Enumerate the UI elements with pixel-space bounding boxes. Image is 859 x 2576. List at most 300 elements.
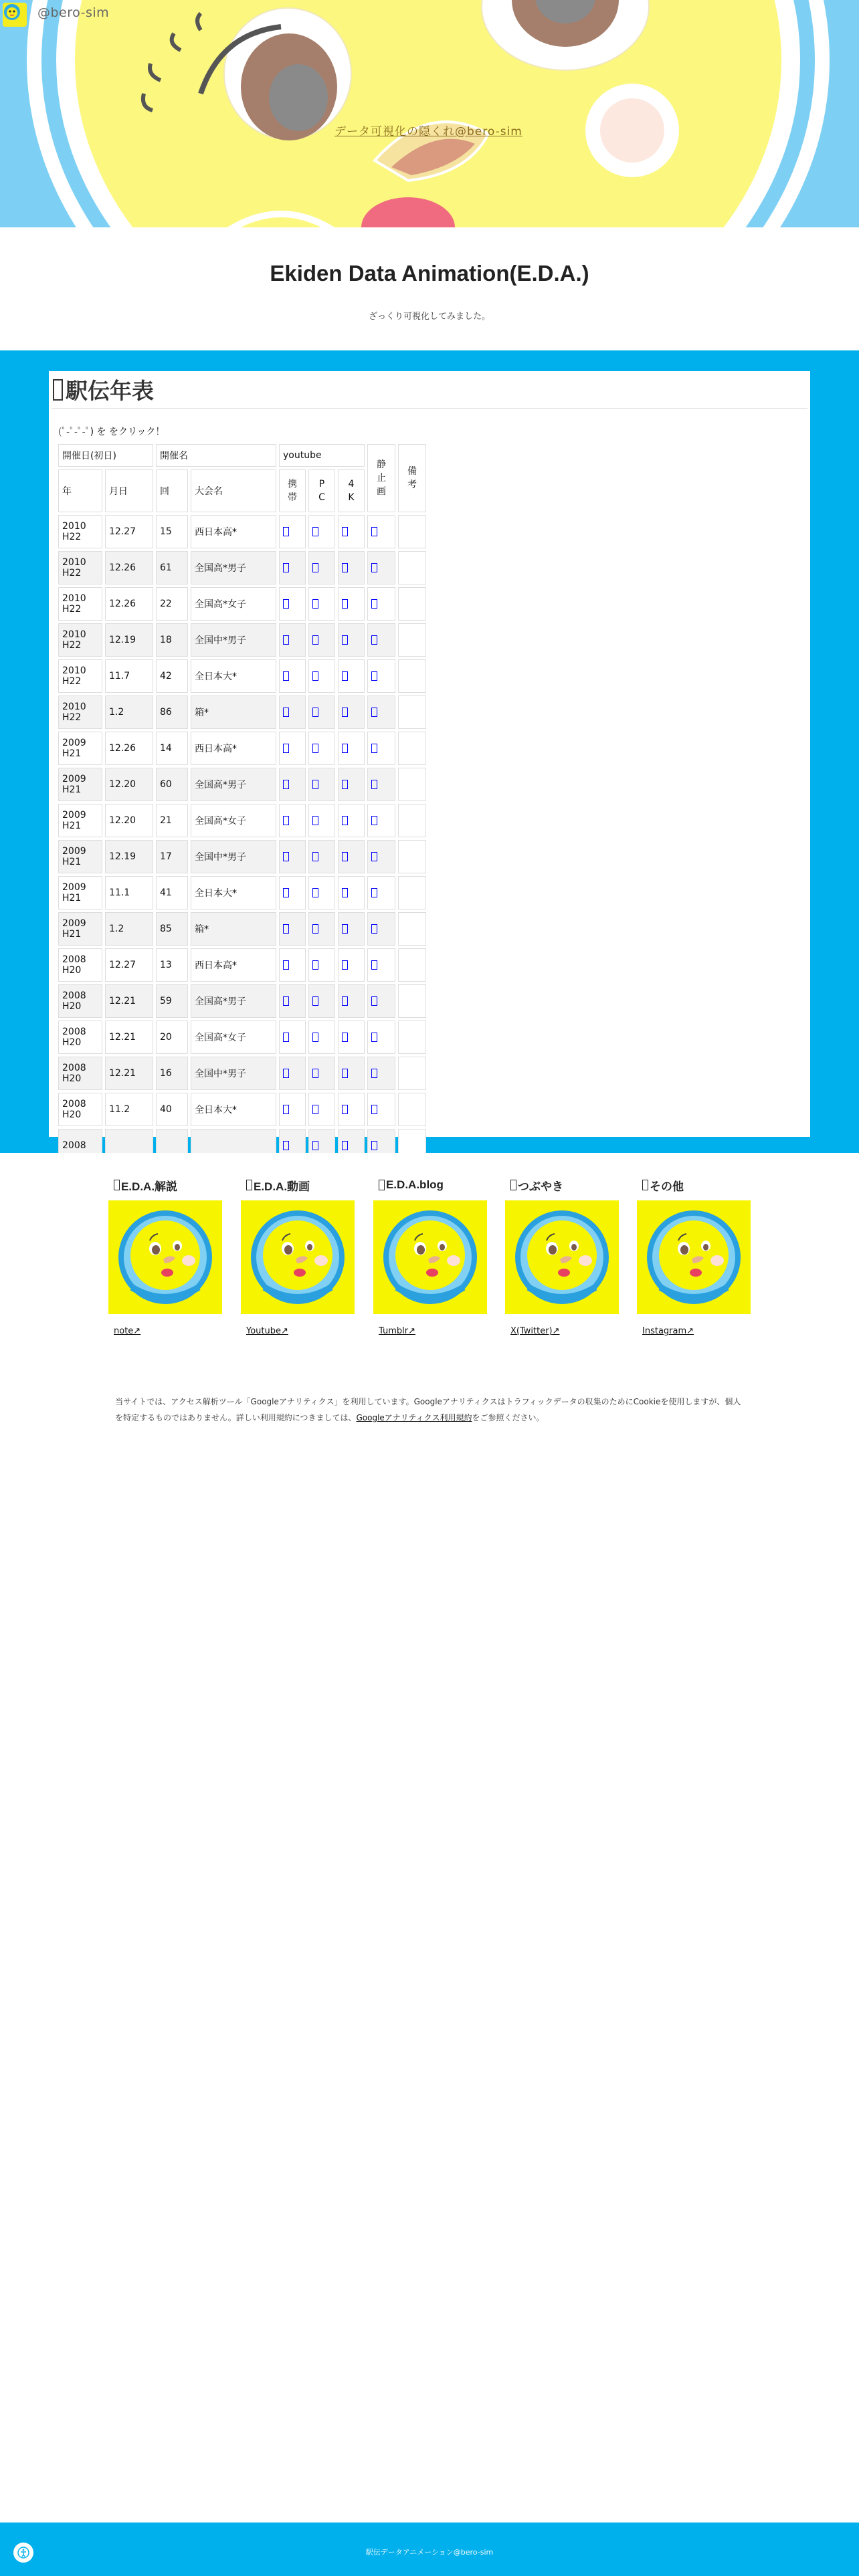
missing-glyph-icon[interactable] xyxy=(342,599,348,609)
video-link-4k[interactable] xyxy=(338,840,365,873)
cell-name: 全日本大* xyxy=(191,876,276,909)
missing-glyph-icon[interactable] xyxy=(283,1068,289,1079)
link-card-title: つぶやき xyxy=(505,1176,619,1194)
still-image-link[interactable] xyxy=(367,623,395,657)
header-name: 大会名 xyxy=(191,469,276,512)
video-link-pc[interactable] xyxy=(308,1057,335,1090)
video-link-mobile[interactable] xyxy=(279,984,306,1018)
nenpyo-title: 駅伝年表 xyxy=(53,374,154,405)
cell-count: 13 xyxy=(156,948,188,982)
cell-count: 40 xyxy=(156,1093,188,1126)
missing-glyph-icon[interactable] xyxy=(342,960,348,970)
still-image-link[interactable] xyxy=(367,876,395,909)
missing-glyph-icon[interactable] xyxy=(283,562,289,573)
cell-year: 2008 H20 xyxy=(58,984,102,1018)
cell-name: 箱* xyxy=(191,912,276,946)
footer xyxy=(0,2523,859,2576)
video-link-mobile[interactable] xyxy=(279,768,306,801)
header-held-date: 開催日(初日) xyxy=(58,444,153,467)
cell-note xyxy=(398,659,426,693)
header-note: 備 考 xyxy=(398,444,426,512)
cell-date: 12.27 xyxy=(105,515,153,548)
cell-year: 2009 H21 xyxy=(58,840,102,873)
missing-glyph-icon[interactable] xyxy=(312,635,318,645)
missing-glyph-icon[interactable] xyxy=(283,671,289,681)
mascot-icon xyxy=(108,1200,222,1314)
video-link-pc[interactable] xyxy=(308,587,335,621)
video-link-4k[interactable] xyxy=(338,587,365,621)
cell-note xyxy=(398,948,426,982)
cell-date: 12.20 xyxy=(105,804,153,837)
missing-glyph-icon[interactable] xyxy=(283,887,289,898)
still-image-link[interactable] xyxy=(367,659,395,693)
mascot-icon xyxy=(637,1200,751,1314)
missing-glyph-icon[interactable] xyxy=(371,1140,377,1151)
missing-glyph-icon[interactable] xyxy=(312,887,318,898)
missing-glyph-icon[interactable] xyxy=(312,1032,318,1043)
cell-note xyxy=(398,623,426,657)
cell-name: 全国高*女子 xyxy=(191,804,276,837)
table-row xyxy=(58,515,426,548)
missing-glyph-icon xyxy=(246,1180,252,1190)
missing-glyph-icon[interactable] xyxy=(283,960,289,970)
cell-note xyxy=(398,1021,426,1054)
cell-date: 1.2 xyxy=(105,695,153,729)
video-link-mobile[interactable] xyxy=(279,587,306,621)
video-link-mobile[interactable] xyxy=(279,912,306,946)
video-link-mobile[interactable] xyxy=(279,840,306,873)
video-link-mobile[interactable] xyxy=(279,659,306,693)
cell-year: 2010 H22 xyxy=(58,515,102,548)
video-link-mobile[interactable] xyxy=(279,1057,306,1090)
video-link-mobile[interactable] xyxy=(279,876,306,909)
video-link-pc[interactable] xyxy=(308,1093,335,1126)
cell-date: 12.19 xyxy=(105,840,153,873)
video-link-4k[interactable] xyxy=(338,1093,365,1126)
missing-glyph-icon[interactable] xyxy=(312,707,318,718)
mascot-image[interactable] xyxy=(108,1200,222,1314)
missing-glyph-icon[interactable] xyxy=(342,671,348,681)
missing-glyph-icon[interactable] xyxy=(371,815,377,826)
cell-count: 60 xyxy=(156,768,188,801)
header-date: 月日 xyxy=(105,469,153,512)
video-link-4k[interactable] xyxy=(338,876,365,909)
table-row xyxy=(58,587,426,621)
table-row xyxy=(58,695,426,729)
cell-count: 85 xyxy=(156,912,188,946)
cell-date: 12.26 xyxy=(105,587,153,621)
missing-glyph-icon[interactable] xyxy=(312,743,318,754)
missing-glyph-icon[interactable] xyxy=(283,815,289,826)
missing-glyph-icon[interactable] xyxy=(342,1032,348,1043)
cell-note xyxy=(398,876,426,909)
cell-name: 全国中*男子 xyxy=(191,1057,276,1090)
missing-glyph-icon[interactable] xyxy=(312,1140,318,1151)
missing-glyph-icon[interactable] xyxy=(312,851,318,862)
video-link-4k[interactable] xyxy=(338,912,365,946)
still-image-link[interactable] xyxy=(367,1021,395,1054)
video-link-4k[interactable] xyxy=(338,623,365,657)
missing-glyph-icon[interactable] xyxy=(312,996,318,1006)
still-image-link[interactable] xyxy=(367,804,395,837)
cell-year: 2010 H22 xyxy=(58,659,102,693)
still-image-link[interactable] xyxy=(367,695,395,729)
header-year: 年 xyxy=(58,469,102,512)
missing-glyph-icon[interactable] xyxy=(342,815,348,826)
table-row xyxy=(58,804,426,837)
cell-year: 2008 H20 xyxy=(58,948,102,982)
still-image-link[interactable] xyxy=(367,912,395,946)
cell-date: 12.26 xyxy=(105,551,153,584)
video-link-mobile[interactable] xyxy=(279,1093,306,1126)
privacy-notice: 当サイトでは、アクセス解析ツール「Googleアナリティクス」を利用しています。Googleアナリティクスはトラフィックデータの収集のためにCookieを使用しますが、個人を特定するものではありません。詳しい利用規約につきましては、Googleアナリティクス利用規約をご参照ください。 xyxy=(115,1397,741,1422)
still-image-link[interactable] xyxy=(367,1093,395,1126)
video-link-mobile[interactable] xyxy=(279,804,306,837)
nenpyo-table xyxy=(56,441,429,1165)
hero-banner xyxy=(0,0,859,227)
missing-glyph-icon[interactable] xyxy=(342,1140,348,1151)
missing-glyph-icon[interactable] xyxy=(371,671,377,681)
mascot-icon xyxy=(373,1200,487,1314)
divider xyxy=(52,408,807,409)
table-row xyxy=(58,659,426,693)
link-card xyxy=(373,1176,487,1336)
video-link-4k[interactable] xyxy=(338,804,365,837)
link-card-link[interactable]: Youtube↗ xyxy=(246,1326,288,1336)
table-row xyxy=(58,623,426,657)
cell-date: 11.7 xyxy=(105,659,153,693)
missing-glyph-icon[interactable] xyxy=(371,851,377,862)
cell-count: 22 xyxy=(156,587,188,621)
link-card-title: E.D.A.blog xyxy=(373,1176,487,1194)
missing-glyph-icon[interactable] xyxy=(342,707,348,718)
missing-glyph-icon[interactable] xyxy=(283,996,289,1006)
table-row xyxy=(58,1093,426,1126)
cell-count: 17 xyxy=(156,840,188,873)
mascot-icon xyxy=(241,1200,355,1314)
cell-count: 21 xyxy=(156,804,188,837)
video-link-4k[interactable] xyxy=(338,551,365,584)
link-card-link[interactable]: Instagram↗ xyxy=(642,1326,694,1336)
video-link-pc[interactable] xyxy=(308,804,335,837)
still-image-link[interactable] xyxy=(367,948,395,982)
video-link-4k[interactable] xyxy=(338,1057,365,1090)
link-card-link[interactable]: Tumblr↗ xyxy=(379,1326,415,1336)
missing-glyph-icon xyxy=(510,1180,516,1190)
video-link-4k[interactable] xyxy=(338,1021,365,1054)
cell-note xyxy=(398,804,426,837)
video-link-4k[interactable] xyxy=(338,695,365,729)
cell-note xyxy=(398,732,426,765)
cell-count: 14 xyxy=(156,732,188,765)
cell-count: 86 xyxy=(156,695,188,729)
cell-note xyxy=(398,1093,426,1126)
link-card xyxy=(637,1176,751,1336)
intro-section xyxy=(0,227,859,350)
link-card-title: その他 xyxy=(637,1176,751,1194)
cell-year: 2010 H22 xyxy=(58,587,102,621)
cell-date: 12.19 xyxy=(105,623,153,657)
missing-glyph-icon[interactable] xyxy=(371,526,377,537)
site-name[interactable]: @bero-sim xyxy=(37,5,110,20)
video-link-pc[interactable] xyxy=(308,912,335,946)
missing-glyph-icon[interactable] xyxy=(283,526,289,537)
cell-name: 全国高*男子 xyxy=(191,984,276,1018)
missing-glyph-icon[interactable] xyxy=(371,707,377,718)
cell-name: 全国高*男子 xyxy=(191,768,276,801)
video-link-pc[interactable] xyxy=(308,659,335,693)
cell-count: 61 xyxy=(156,551,188,584)
missing-glyph-icon[interactable] xyxy=(371,1032,377,1043)
cell-year: 2009 H21 xyxy=(58,912,102,946)
missing-glyph-icon[interactable] xyxy=(283,599,289,609)
table-row xyxy=(58,1021,426,1054)
mascot-image[interactable] xyxy=(637,1200,751,1314)
link-card-title: E.D.A.解説 xyxy=(108,1176,222,1194)
missing-glyph-icon[interactable] xyxy=(312,960,318,970)
missing-glyph-icon[interactable] xyxy=(312,924,318,934)
table-row xyxy=(58,732,426,765)
missing-glyph-icon[interactable] xyxy=(283,1032,289,1043)
link-card-link[interactable]: note↗ xyxy=(114,1326,141,1336)
cell-name: 全日本大* xyxy=(191,659,276,693)
table-row xyxy=(58,768,426,801)
cell-name: 全国高*女子 xyxy=(191,587,276,621)
missing-glyph-icon[interactable] xyxy=(342,1104,348,1115)
missing-glyph-icon xyxy=(53,379,63,401)
table-row xyxy=(58,948,426,982)
still-image-link[interactable] xyxy=(367,551,395,584)
video-link-mobile[interactable] xyxy=(279,732,306,765)
missing-glyph-icon[interactable] xyxy=(371,779,377,790)
hero-mascot-illustration xyxy=(0,0,859,227)
video-link-4k[interactable] xyxy=(338,948,365,982)
missing-glyph-icon xyxy=(379,1180,385,1190)
still-image-link[interactable] xyxy=(367,768,395,801)
cell-year: 2010 H22 xyxy=(58,695,102,729)
missing-glyph-icon[interactable] xyxy=(371,996,377,1006)
table-row xyxy=(58,984,426,1018)
header-event: 開催名 xyxy=(156,444,276,467)
cell-name: 全国中*男子 xyxy=(191,840,276,873)
missing-glyph-icon[interactable] xyxy=(371,887,377,898)
page-subtitle: ざっくり可視化してみました。 xyxy=(368,312,490,322)
video-link-pc[interactable] xyxy=(308,768,335,801)
cell-date: 11.2 xyxy=(105,1093,153,1126)
hero-tagline-link[interactable]: データ可視化の隠くれ@bero-sim xyxy=(335,125,522,138)
cell-name: 全日本大* xyxy=(191,1093,276,1126)
cell-date: 12.20 xyxy=(105,768,153,801)
missing-glyph-icon[interactable] xyxy=(342,887,348,898)
table-row xyxy=(58,840,426,873)
cell-year: 2008 H20 xyxy=(58,1021,102,1054)
video-link-mobile[interactable] xyxy=(279,551,306,584)
nenpyo-card xyxy=(49,371,810,1151)
cell-note xyxy=(398,695,426,729)
cell-count: 18 xyxy=(156,623,188,657)
table-row xyxy=(58,551,426,584)
missing-glyph-icon[interactable] xyxy=(283,1104,289,1115)
missing-glyph-icon[interactable] xyxy=(342,743,348,754)
missing-glyph-icon[interactable] xyxy=(371,1104,377,1115)
missing-glyph-icon[interactable] xyxy=(342,635,348,645)
missing-glyph-icon[interactable] xyxy=(342,562,348,573)
cell-date: 12.27 xyxy=(105,948,153,982)
missing-glyph-icon[interactable] xyxy=(312,562,318,573)
missing-glyph-icon[interactable] xyxy=(342,526,348,537)
links-section xyxy=(0,1153,859,2518)
mascot-logo-icon xyxy=(3,3,21,21)
video-link-pc[interactable] xyxy=(308,732,335,765)
video-link-pc[interactable] xyxy=(308,1021,335,1054)
cell-note xyxy=(398,551,426,584)
missing-glyph-icon[interactable] xyxy=(283,743,289,754)
video-link-pc[interactable] xyxy=(308,948,335,982)
link-card xyxy=(241,1176,355,1336)
cell-name: 全国高*男子 xyxy=(191,551,276,584)
still-image-link[interactable] xyxy=(367,515,395,548)
privacy-terms-link[interactable]: Googleアナリティクス利用規約 xyxy=(356,1413,472,1422)
cell-count: 15 xyxy=(156,515,188,548)
cell-name: 西日本高* xyxy=(191,515,276,548)
header-4k: 4 K xyxy=(338,469,365,512)
missing-glyph-icon[interactable] xyxy=(312,599,318,609)
missing-glyph-icon[interactable] xyxy=(371,635,377,645)
cell-year: 2009 H21 xyxy=(58,804,102,837)
missing-glyph-icon[interactable] xyxy=(312,1104,318,1115)
table-row xyxy=(58,912,426,946)
still-image-link[interactable] xyxy=(367,732,395,765)
video-link-4k[interactable] xyxy=(338,515,365,548)
missing-glyph-icon[interactable] xyxy=(371,599,377,609)
cell-count: 41 xyxy=(156,876,188,909)
header-count: 回 xyxy=(156,469,188,512)
video-link-mobile[interactable] xyxy=(279,1021,306,1054)
header-pc: P C xyxy=(308,469,335,512)
cell-date: 12.21 xyxy=(105,1021,153,1054)
video-link-mobile[interactable] xyxy=(279,948,306,982)
missing-glyph-icon[interactable] xyxy=(371,924,377,934)
video-link-pc[interactable] xyxy=(308,984,335,1018)
cell-note xyxy=(398,587,426,621)
cell-year: 2008 H20 xyxy=(58,1057,102,1090)
missing-glyph-icon[interactable] xyxy=(283,851,289,862)
cell-date: 11.1 xyxy=(105,876,153,909)
cell-year: 2008 xyxy=(58,1129,102,1162)
missing-glyph-icon[interactable] xyxy=(312,779,318,790)
video-link-pc[interactable] xyxy=(308,695,335,729)
missing-glyph-icon[interactable] xyxy=(283,924,289,934)
still-image-link[interactable] xyxy=(367,840,395,873)
cell-date: 12.21 xyxy=(105,984,153,1018)
still-image-link[interactable] xyxy=(367,1057,395,1090)
still-image-link[interactable] xyxy=(367,587,395,621)
missing-glyph-icon[interactable] xyxy=(312,815,318,826)
missing-glyph-icon[interactable] xyxy=(283,635,289,645)
cell-date: 1.2 xyxy=(105,912,153,946)
missing-glyph-icon[interactable] xyxy=(312,1068,318,1079)
header-youtube: youtube xyxy=(279,444,365,467)
video-link-mobile[interactable] xyxy=(279,623,306,657)
cell-name: 全国中*男子 xyxy=(191,623,276,657)
mascot-image[interactable] xyxy=(505,1200,619,1314)
cell-count: 42 xyxy=(156,659,188,693)
cell-year: 2009 H21 xyxy=(58,768,102,801)
missing-glyph-icon[interactable] xyxy=(342,779,348,790)
cell-name: 箱* xyxy=(191,695,276,729)
cell-date: 12.26 xyxy=(105,732,153,765)
cell-count: 20 xyxy=(156,1021,188,1054)
cell-year: 2009 H21 xyxy=(58,876,102,909)
missing-glyph-icon[interactable] xyxy=(312,526,318,537)
link-card-title: E.D.A.動画 xyxy=(241,1176,355,1194)
site-logo[interactable] xyxy=(3,3,27,27)
nenpyo-hint: (ﾟ-ﾟ-ﾟ-ﾟ) を をクリック！ xyxy=(58,427,165,437)
mascot-image[interactable] xyxy=(241,1200,355,1314)
video-link-pc[interactable] xyxy=(308,876,335,909)
page-title: Ekiden Data Animation(E.D.A.) xyxy=(270,261,589,286)
cell-year: 2009 H21 xyxy=(58,732,102,765)
video-link-4k[interactable] xyxy=(338,659,365,693)
cell-note xyxy=(398,768,426,801)
cell-date: 12.21 xyxy=(105,1057,153,1090)
link-card xyxy=(505,1176,619,1336)
cell-note xyxy=(398,912,426,946)
cell-note xyxy=(398,515,426,548)
video-link-pc[interactable] xyxy=(308,623,335,657)
missing-glyph-icon[interactable] xyxy=(371,960,377,970)
video-link-mobile[interactable] xyxy=(279,695,306,729)
video-link-pc[interactable] xyxy=(308,515,335,548)
cell-note xyxy=(398,1057,426,1090)
missing-glyph-icon xyxy=(114,1180,120,1190)
video-link-4k[interactable] xyxy=(338,768,365,801)
table-row xyxy=(58,876,426,909)
cell-year: 2010 H22 xyxy=(58,623,102,657)
cell-count: 16 xyxy=(156,1057,188,1090)
missing-glyph-icon[interactable] xyxy=(371,562,377,573)
cell-year: 2008 H20 xyxy=(58,1093,102,1126)
missing-glyph-icon[interactable] xyxy=(371,743,377,754)
video-link-4k[interactable] xyxy=(338,732,365,765)
missing-glyph-icon[interactable] xyxy=(283,1140,289,1151)
missing-glyph-icon[interactable] xyxy=(283,779,289,790)
video-link-4k[interactable] xyxy=(338,984,365,1018)
missing-glyph-icon[interactable] xyxy=(312,671,318,681)
mascot-icon xyxy=(505,1200,619,1314)
link-card-link[interactable]: X(Twitter)↗ xyxy=(510,1326,560,1336)
cell-note xyxy=(398,840,426,873)
missing-glyph-icon[interactable] xyxy=(342,924,348,934)
video-link-pc[interactable] xyxy=(308,840,335,873)
missing-glyph-icon[interactable] xyxy=(283,707,289,718)
cell-count: 59 xyxy=(156,984,188,1018)
video-link-mobile[interactable] xyxy=(279,515,306,548)
mascot-image[interactable] xyxy=(373,1200,487,1314)
header-mobile: 携 帯 xyxy=(279,469,306,512)
cell-year: 2010 H22 xyxy=(58,551,102,584)
still-image-link[interactable] xyxy=(367,984,395,1018)
video-link-pc[interactable] xyxy=(308,551,335,584)
link-card xyxy=(108,1176,222,1336)
missing-glyph-icon[interactable] xyxy=(342,1068,348,1079)
missing-glyph-icon[interactable] xyxy=(371,1068,377,1079)
table-row xyxy=(58,1057,426,1090)
missing-glyph-icon[interactable] xyxy=(342,851,348,862)
missing-glyph-icon[interactable] xyxy=(342,996,348,1006)
cell-name: 全国高*女子 xyxy=(191,1021,276,1054)
cell-name: 西日本高* xyxy=(191,732,276,765)
